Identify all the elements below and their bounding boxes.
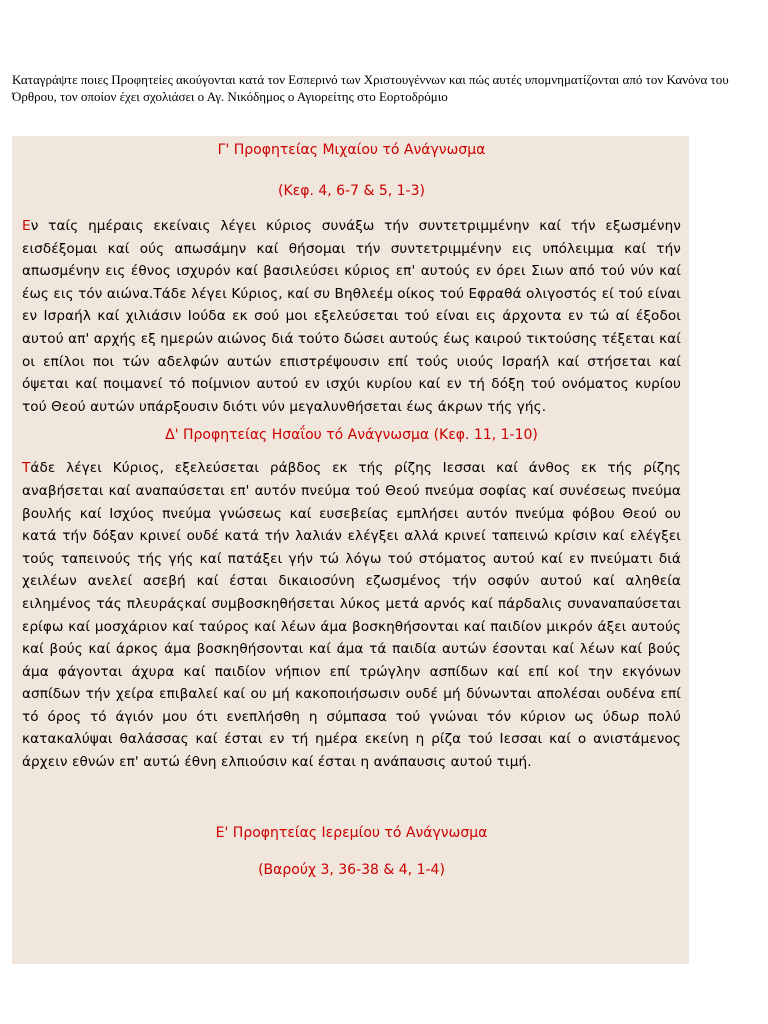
reading-3-body: ν ταίς ημέραις εκείναις λέγει κύριος συνάξω τήν συντετριμμένην καί τήν εξωσμένην εισδέξομαι καί ούς απωσάμην καί θήσομαι τήν συντετριμμένην εις υπόλειμμα καί τήν απωσμένην εις έθνος ισχυρόν καί βασιλεύσει κύριος επ' αυτούς εν όρει Σιων από τού νύν καί έως εις τόν αιώνα.Τάδε λέγει Κύριος, καί συ Βηθλεέμ οίκος τού Εφραθά ολιγοστός εί τού είναι εν Ισραήλ καί χιλιάσιν Ιούδα εκ σού μοι εξελεύσεται τού είναι εις άρχοντα εν τώ αί έξοδοι αυτού απ' αρχής εξ ημερών αιώνος διά τούτο δώσει αυτούς έως καιρού τικτούσης τέξεται καί οι επίλοι ποι τών αδελφών αυτών επιστρέψουσιν επί τούς υιούς Ισραήλ καί στήσεται καί όψεται καί ποιμανεί τό ποίμνιον αυτού εν ισχύι κυρίου καί εν τή δόξη τού ονόματος κυρίου τού Θεού αυτών υπάρξουσιν διότι νύν μεγαλυνθήσεται έως άκρων τής γής. [22, 218, 681, 415]
reading-4-body: άδε λέγει Κύριος, εξελεύσεται ράβδος εκ τής ρίζης Ιεσσαι καί άνθος εκ τής ρίζης αναβήσεται καί αναπαύσεται επ' αυτόν πνεύμα τού Θεού πνεύμα σοφίας καί συνέσεως πνεύμα βουλής καί Ισχύος πνεύμα γνώσεως καί ευσεβείας εμπλήσει αυτόν πνεύμα φόβου Θεού ου κατά τήν δόξαν κρινεί ουδέ κατά τήν λαλιάν ελέγξει αλλά κρινεί ταπεινώ κρίσιν καί ελέγξει τούς ταπεινούς τής γής καί πατάξει γήν τώ λόγω τού στόματος αυτού καί εν πνεύματι διά χειλέων ανελεί ασεβή καί έσται δικαιοσύνη εζωσμένος τήν οσφύν αυτού καί αληθεία ειλημένος τάς πλευράςκαί συμβοσκηθήσεται λύκος μετά αρνός καί πάρδαλις συναναπαύσεται ερίφω καί μοσχάριον καί ταύρος καί λέων άμα βοσκηθήσονται καί παιδίον μικρόν άξει αυτούς καί βούς καί άρκος άμα βοσκηθήσονται καί άμα τά παιδία αυτών έσονται καί λέων καί βούς άμα φάγονται άχυρα καί παιδίον νήπιον επί τρώγλην ασπίδων καί επί κοί την εκγόνων ασπίδων τήν χείρα επιβαλεί καί ου μή κακοποιήσωσιν ουδέ μή δύνωνται απολέσαι ουδένα επί τό όρος τό άγιόν μου ότι ενεπλήσθη η σύμπασα τού γνώναι τόν κύριον ως ύδωρ πολύ κατακαλύψαι θαλάσσας καί έσται εν τή ημέρα εκείνη η ρίζα τού Ιεσσαι καί ο ανιστάμενος άρχειν εθνών επ' αυτώ έθνη ελπιούσιν καί έσται η ανάπαυσις αυτού τιμή. [22, 460, 681, 771]
reading-4-title-text: Δ' Προφητείας Ησαΐου τό Ανάγνωσμα [165, 427, 430, 444]
reading-4-title [22, 425, 681, 445]
readings-panel [12, 136, 689, 964]
reading-3-reference: (Κεφ. 4, 6-7 & 5, 1-3) [278, 183, 425, 199]
reading-3-text [22, 215, 681, 418]
reading-4-text [22, 457, 681, 773]
reading-4-reference: (Κεφ. 11, 1-10) [433, 427, 538, 444]
intro-paragraph: Καταγράψτε ποιες Προφητείες ακούγονται κατά τον Εσπερινό των Χριστουγέννων και πώς αυτές υπομνηματίζονται από τον Κανόνα του Όρθρου, τον οποίον έχει σχολιάσει ο Αγ. Νικόδημος ο Αγιορείτης στο Εορτοδρόμιο [12, 72, 729, 104]
reading-5-title: Ε' Προφητείας Ιερεμίου τό Ανάγνωσμα [215, 824, 488, 841]
reading-3-title: Γ' Προφητείας Μιχαίου τό Ανάγνωσμα [217, 142, 486, 158]
reading-5-reference: (Βαρούχ 3, 36-38 & 4, 1-4) [258, 861, 445, 878]
reading-3-initial: Ε [22, 218, 31, 234]
reading-4-initial: Τ [22, 460, 31, 477]
